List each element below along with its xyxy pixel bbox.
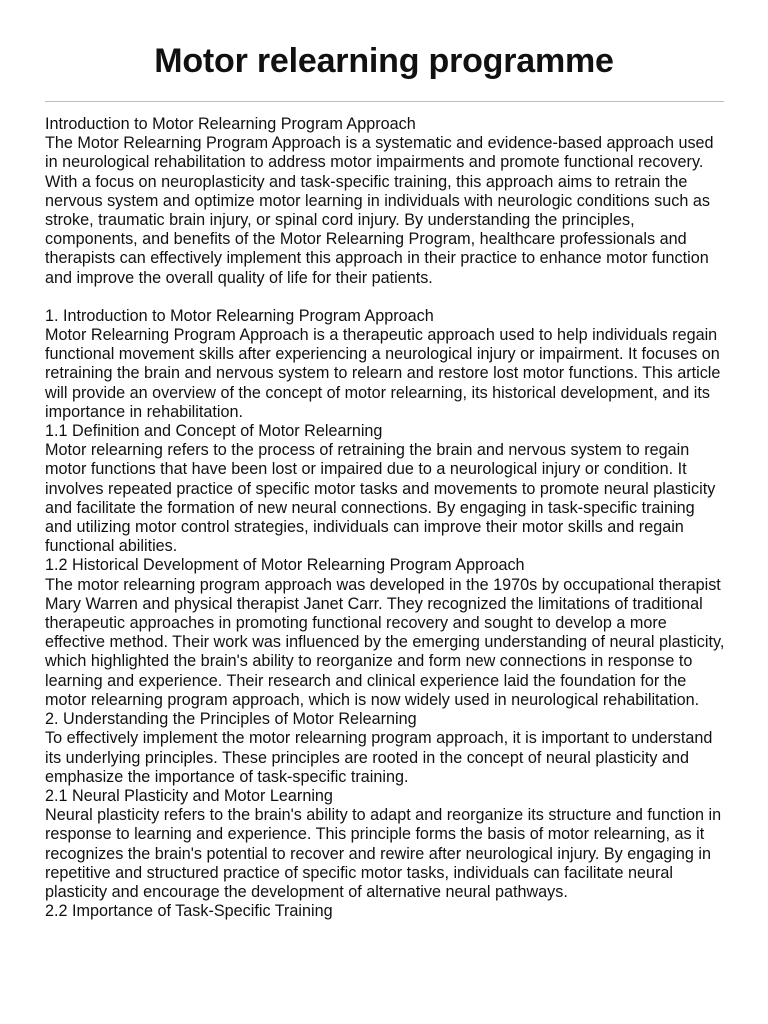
document-title: Motor relearning programme — [154, 42, 614, 80]
intro-heading: Introduction to Motor Relearning Program Approach — [45, 115, 416, 133]
section-paragraph-2: To effectively implement the motor relearning program approach, it is important to understand its underlying principles. These principles are rooted in the concept of neural plasticity and emphasize the importance of task-specific training. — [45, 729, 713, 786]
section-paragraph-1: Motor Relearning Program Approach is a therapeutic approach used to help individuals regain functional movement skills after experiencing a neurological injury or impairment. It focuses on retraining the brain and nervous system to relearn and restore lost motor functions. This article will provide an overview of the concept of motor relearning, its historical development, and its importance in rehabilitation. — [45, 326, 721, 421]
section-heading-2: 2. Understanding the Principles of Motor Relearning — [45, 710, 417, 729]
subsection-paragraph-1-2: The motor relearning program approach was developed in the 1970s by occupational therapist Mary Warren and physical therapist Janet Carr. They recognized the limitations of traditional therapeutic approaches in promoting functional recovery and sought to develop a more effective method. Their work was influenced by the emerging understanding of neural plasticity, which highlighted the brain's ability to reorganize and form new connections in response to learning and experience. Their research and clinical experience laid the foundation for the motor relearning program approach, which is now widely used in neurological rehabilitation. — [45, 575, 725, 709]
paragraph-spacer — [45, 288, 725, 307]
subsection-paragraph-2-1: Neural plasticity refers to the brain's ability to adapt and reorganize its structure and function in response to learning and experience. This principle forms the basis of motor relearning, as it recognizes the brain's potential to recover and rewire after neurological injury. By engaging in repetitive and structured practice of specific motor tasks, individuals can facilitate neural plasticity and encourage the development of alternative neural pathways. — [45, 806, 722, 901]
title-divider — [45, 101, 724, 102]
subsection-heading-2-2: 2.2 Importance of Task-Specific Training — [45, 902, 333, 921]
section-heading-1: 1. Introduction to Motor Relearning Program Approach — [45, 306, 434, 325]
intro-paragraph: The Motor Relearning Program Approach is a systematic and evidence-based approach used in neurological rehabilitation to address motor impairments and promote functional recovery. With a focus on neuroplasticity and task-specific training, this approach aims to retrain the nervous system and optimize motor learning in individuals with neurologic conditions such as stroke, traumatic brain injury, or spinal cord injury. By understanding the principles, components, and benefits of the Motor Relearning Program, healthcare professionals and therapists can effectively implement this approach in their practice to enhance motor function and improve the overall quality of life for their patients. — [45, 134, 714, 287]
subsection-heading-1-2: 1.2 Historical Development of Motor Relearning Program Approach — [45, 556, 525, 575]
subsection-heading-2-1: 2.1 Neural Plasticity and Motor Learning — [45, 786, 333, 805]
document-body — [45, 115, 725, 921]
subsection-paragraph-1-1: Motor relearning refers to the process of retraining the brain and nervous system to regain motor functions that have been lost or impaired due to a neurological injury or condition. It involves repeated practice of specific motor tasks and movements to promote neural plasticity and facilitate the formation of new neural connections. By engaging in task-specific training and utilizing motor control strategies, individuals can improve their motor skills and regain functional abilities. — [45, 441, 716, 556]
subsection-heading-1-1: 1.1 Definition and Concept of Motor Relearning — [45, 422, 383, 441]
